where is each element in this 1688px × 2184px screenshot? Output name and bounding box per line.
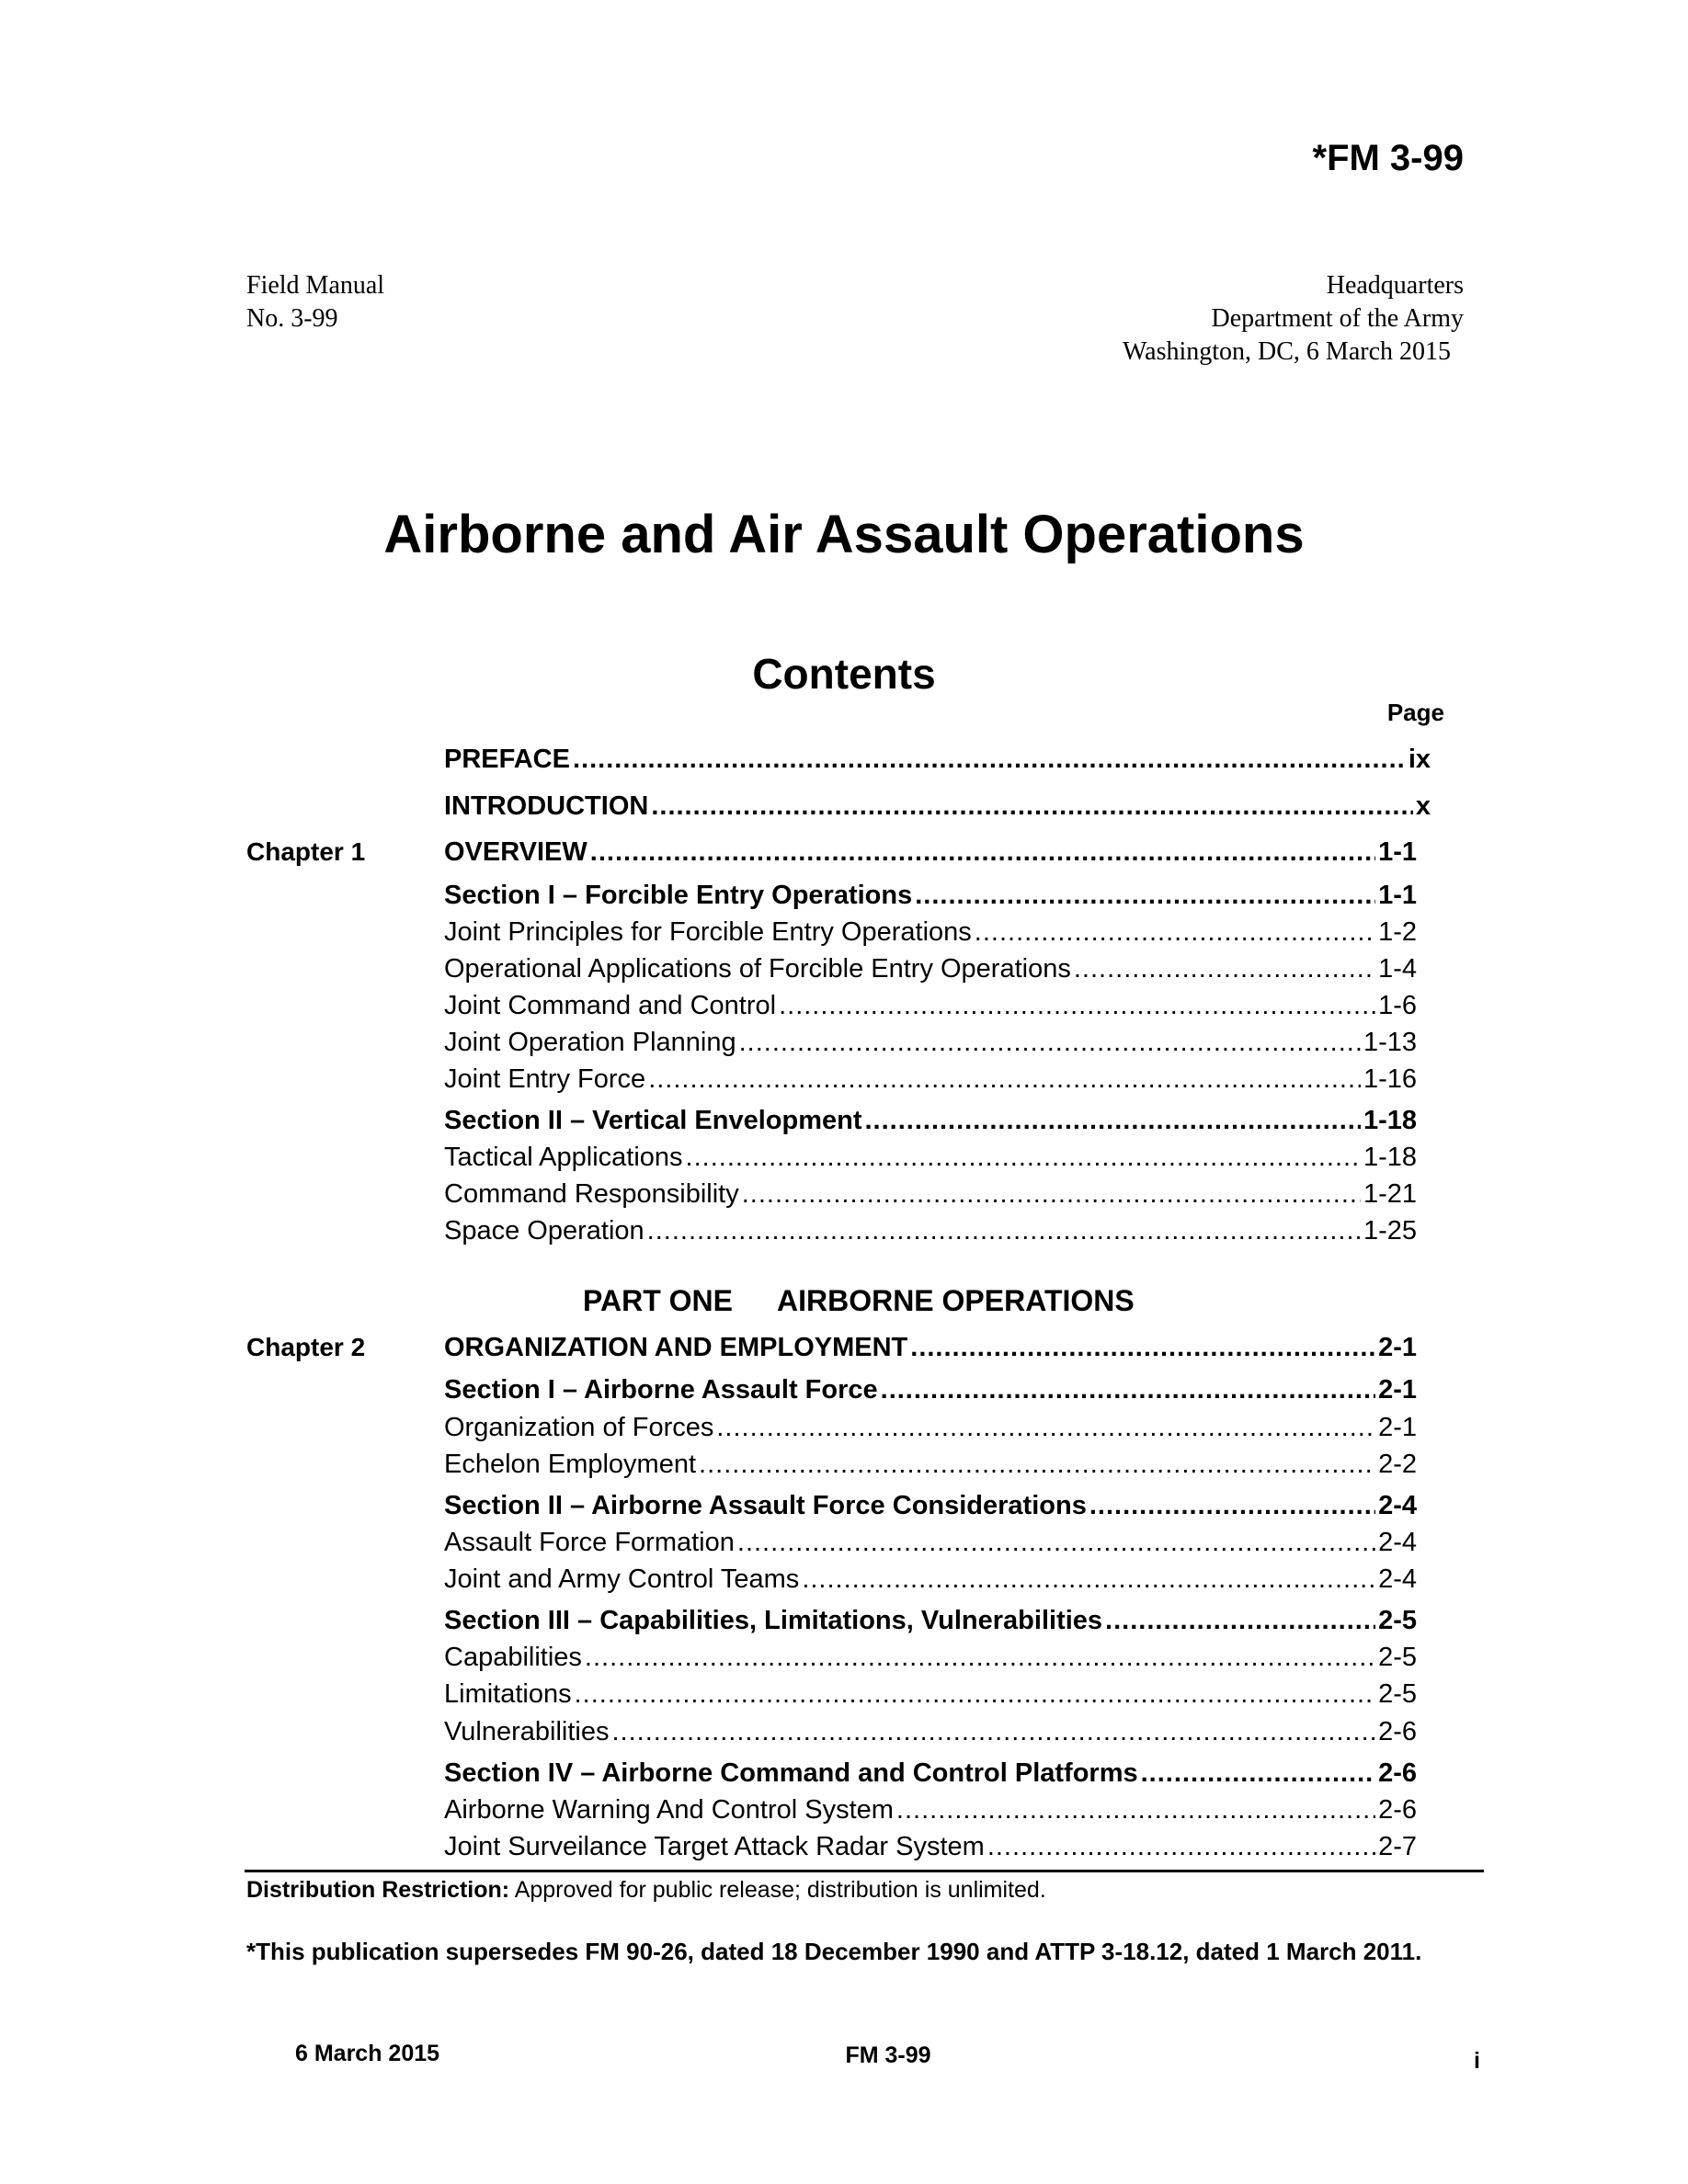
dot-leader xyxy=(699,1448,1375,1481)
dot-leader xyxy=(686,1141,1361,1174)
horizontal-rule xyxy=(245,1870,1484,1872)
toc-entry[interactable]: Assault Force Formation ..... 2-4 xyxy=(444,1526,1417,1559)
page-column-label: Page xyxy=(1386,699,1444,726)
document-id: *FM 3-99 xyxy=(1312,138,1464,178)
footer-date: 6 March 2015 xyxy=(295,2041,440,2066)
part-heading xyxy=(583,1284,1135,1318)
dot-leader xyxy=(648,1063,1361,1096)
headquarters-line: Headquarters xyxy=(1326,271,1464,300)
toc-entry[interactable]: Echelon Employment ..... 2-2 xyxy=(444,1448,1417,1481)
toc-entry[interactable]: Airborne Warning And Control System ..... 2-6 xyxy=(444,1793,1417,1826)
toc-entry[interactable]: Section I – Forcible Entry Operations ..... 1-1 xyxy=(444,879,1417,912)
chapter-2-label: Chapter 2 xyxy=(246,1333,366,1361)
headquarters-block xyxy=(1123,269,1464,369)
toc-entry[interactable]: Tactical Applications ..... 1-18 xyxy=(444,1141,1417,1174)
dot-leader xyxy=(647,1214,1361,1247)
dot-leader xyxy=(739,1026,1361,1059)
dot-leader xyxy=(573,743,1406,776)
toc-entry[interactable]: Section II – Airborne Assault Force Considerations ..... 2-4 xyxy=(444,1489,1417,1522)
chapter-1-label: Chapter 1 xyxy=(246,837,366,866)
toc-entry[interactable]: Space Operation ..... 1-25 xyxy=(444,1214,1417,1247)
dot-leader xyxy=(737,1526,1375,1559)
dot-leader xyxy=(915,879,1375,912)
dot-leader xyxy=(742,1177,1361,1211)
toc-entry[interactable]: Joint Principles for Forcible Entry Operations ..... 1-2 xyxy=(444,916,1417,949)
toc-entry[interactable]: OVERVIEW ..... 1-1 xyxy=(444,836,1417,869)
dot-leader xyxy=(651,790,1413,823)
toc-entry[interactable]: Section I – Airborne Assault Force ..... 2-1 xyxy=(444,1373,1417,1406)
field-manual-line: Field Manual xyxy=(246,271,385,300)
dot-leader xyxy=(716,1411,1375,1444)
toc-entry[interactable]: Section III – Capabilities, Limitations, Vulnerabilities ..... 2-5 xyxy=(444,1604,1417,1637)
footer-page-number: i xyxy=(1474,2048,1480,2074)
toc-entry[interactable]: Joint Command and Control ..... 1-6 xyxy=(444,989,1417,1022)
toc-entry[interactable]: Joint Entry Force ..... 1-16 xyxy=(444,1063,1417,1096)
toc-entry[interactable]: Operational Applications of Forcible Entry Operations ..... 1-4 xyxy=(444,952,1417,985)
toc-entry[interactable]: Organization of Forces ..... 2-1 xyxy=(444,1411,1417,1444)
dot-leader xyxy=(575,1678,1375,1711)
part-number: PART ONE xyxy=(583,1284,733,1317)
manual-number-line: No. 3-99 xyxy=(246,304,338,333)
part-name: AIRBORNE OPERATIONS xyxy=(776,1284,1135,1317)
dot-leader xyxy=(1141,1757,1375,1790)
dot-leader xyxy=(987,1830,1375,1863)
toc-entry[interactable]: Section IV – Airborne Command and Control Platforms ..... 2-6 xyxy=(444,1757,1417,1790)
footer-document-id: FM 3-99 xyxy=(845,2042,931,2068)
document-title: Airborne and Air Assault Operations xyxy=(383,505,1305,564)
supersedes-notice: *This publication supersedes FM 90-26, dated 18 December 1990 and ATTP 3-18.12, dated 1 March 2011. xyxy=(246,1938,1422,1965)
toc-entry[interactable]: INTRODUCTION ..... x xyxy=(444,790,1431,823)
dot-leader xyxy=(896,1793,1375,1826)
toc-entry[interactable]: Joint and Army Control Teams ..... 2-4 xyxy=(444,1563,1417,1596)
dot-leader xyxy=(910,1331,1375,1364)
toc-entry[interactable]: Capabilities ..... 2-5 xyxy=(444,1641,1417,1674)
distribution-restriction xyxy=(246,1877,1046,1904)
toc-entry[interactable]: Joint Operation Planning ..... 1-13 xyxy=(444,1026,1417,1059)
field-manual-designation xyxy=(246,269,384,336)
toc-entry[interactable]: Command Responsibility ..... 1-21 xyxy=(444,1177,1417,1211)
dot-leader xyxy=(1105,1604,1375,1637)
toc-entry[interactable]: Vulnerabilities ..... 2-6 xyxy=(444,1715,1417,1748)
toc-entry[interactable]: Joint Surveilance Target Attack Radar System ..... 2-7 xyxy=(444,1830,1417,1863)
dot-leader xyxy=(1089,1489,1375,1522)
dot-leader xyxy=(779,989,1375,1022)
dot-leader xyxy=(590,836,1375,869)
contents-heading: Contents xyxy=(752,650,936,698)
location-date-line: Washington, DC, 6 March 2015 xyxy=(1122,337,1451,366)
dot-leader xyxy=(864,1104,1360,1137)
dot-leader xyxy=(611,1715,1375,1748)
dot-leader xyxy=(802,1563,1375,1596)
dot-leader xyxy=(975,916,1375,949)
toc-entry[interactable]: ORGANIZATION AND EMPLOYMENT ..... 2-1 xyxy=(444,1331,1417,1364)
dot-leader xyxy=(1074,952,1375,985)
dot-leader xyxy=(881,1373,1375,1406)
toc-entry[interactable]: Section II – Vertical Envelopment ..... 1-18 xyxy=(444,1104,1417,1137)
department-line: Department of the Army xyxy=(1211,304,1464,333)
toc-entry[interactable]: Limitations ..... 2-5 xyxy=(444,1678,1417,1711)
distribution-label: Distribution Restriction: xyxy=(246,1877,510,1903)
dot-leader xyxy=(585,1641,1375,1674)
toc-entry[interactable]: PREFACE ..... ix xyxy=(444,743,1431,776)
distribution-text: Approved for public release; distribution is unlimited. xyxy=(514,1877,1046,1903)
